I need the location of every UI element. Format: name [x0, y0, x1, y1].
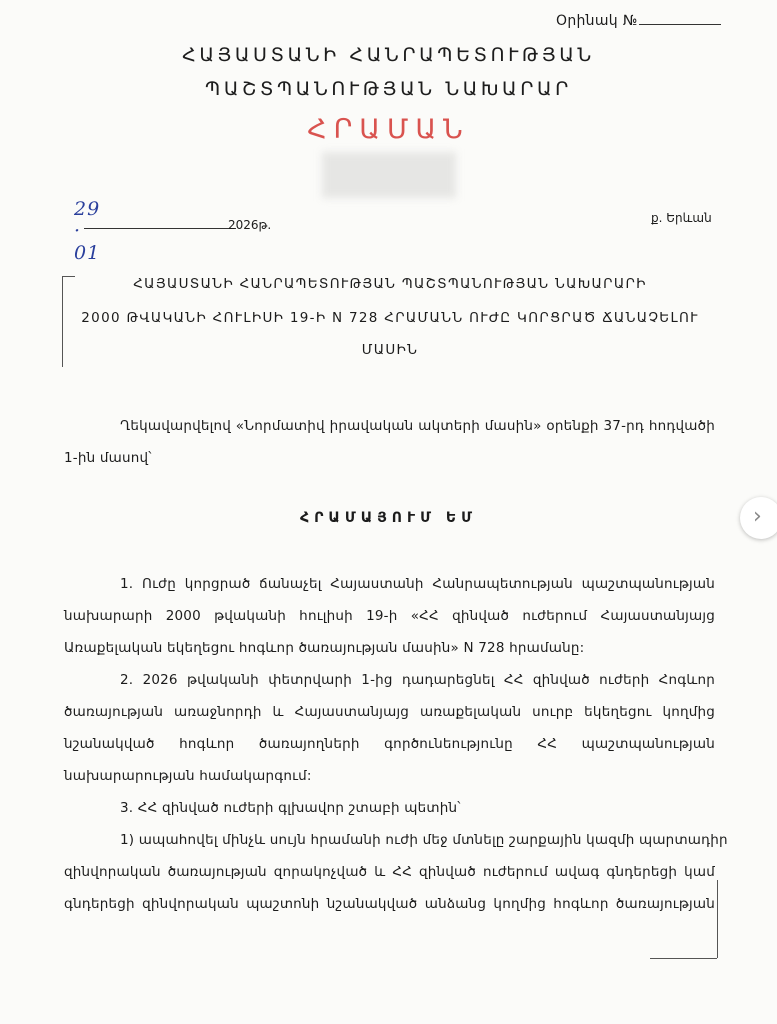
header-country: ՀԱՅԱՍՏԱՆԻ ՀԱՆՐԱՊԵՏՈՒԹՅԱՆ [182, 44, 595, 66]
closing-bracket-base [650, 958, 717, 959]
item-2-line: նախարարության համակարգում: [64, 768, 312, 784]
subject-line: ՄԱՍԻՆ [361, 342, 419, 358]
copy-number-blank [639, 10, 721, 25]
item-2-line: 2. 2026 թվականի փետրվարի 1-ից դադարեցնել ՀՀ զինված ուժերի Հոգևոր [120, 672, 715, 688]
order-items [64, 568, 728, 920]
order-title: ՀՐԱՄԱՆ [307, 114, 470, 145]
item-2-line: ծառայության առաջնորդի և Հայաստանյայց առաքելական սուրբ եկեղեցու կողմից [64, 704, 715, 720]
header-ministry: ՊԱՇՏՊԱՆՈՒԹՅԱՆ ՆԱԽԱՐԱՐ [205, 78, 572, 100]
date-underline [84, 228, 236, 229]
legal-basis [64, 410, 715, 474]
city: ք. Երևան [651, 211, 712, 225]
chevron-right-icon: › [753, 504, 762, 529]
item-1-line: նախարարի 2000 թվականի հուլիսի 19-ի «ՀՀ զինված ուժերում Հայաստանյայց [64, 608, 715, 624]
subject-line: 2000 ԹՎԱԿԱՆԻ ՀՈՒԼԻՍԻ 19-Ի N 728 ՀՐԱՄԱՆՆ ՈՒԺԸ ԿՈՐՑՐԱԾ ՃԱՆԱՉԵԼՈՒ [81, 310, 699, 326]
subject-line: ՀԱՅԱՍՏԱՆԻ ՀԱՆՐԱՊԵՏՈՒԹՅԱՆ ՊԱՇՏՊԱՆՈՒԹՅԱՆ ՆԱԽԱՐԱՐԻ [133, 276, 647, 292]
redacted-number [322, 152, 456, 198]
handwritten-date: 29 · 01 [74, 198, 101, 264]
item-3-1-line: գնդերեցի զինվորական պաշտոնի նշանակված անձանց կողմից հոգևոր ծառայության [64, 896, 715, 912]
date-year: 2026թ. [228, 218, 272, 232]
item-3-line: 3. ՀՀ զինված ուժերի գլխավոր շտաբի պետին՝ [120, 800, 461, 816]
copy-number [556, 10, 721, 29]
subject-bracket [62, 276, 75, 367]
paragraph-line: Ղեկավարվելով «Նորմատիվ իրավական ակտերի մասին» օրենքի 37-րդ հոդվածի [120, 418, 715, 434]
next-page-button[interactable] [740, 497, 777, 539]
item-1-line: Առաքելական եկեղեցու հոգևոր ծառայության մասին» N 728 հրամանը: [64, 640, 585, 656]
item-3-1-line: զինվորական ծառայության զորակոչված և ՀՀ զինված ուժերում ավագ գնդերեցի կամ [64, 864, 715, 880]
closing-bracket [716, 880, 718, 958]
order-heading: ՀՐԱՄԱՅՈՒՄ ԵՄ [300, 510, 477, 526]
item-3-1-line: 1) ապահովել մինչև սույն հրամանի ուժի մեջ մտնելը շարքային կազմի պարտադիր [120, 832, 728, 848]
item-2-line: նշանակված հոգևոր ծառայողների գործունեությունը ՀՀ պաշտպանության [64, 736, 715, 752]
paragraph-line: 1-ին մասով՝ [64, 450, 152, 466]
copy-number-label: Օրինակ № [556, 13, 638, 29]
item-1-line: 1. Ուժը կորցրած ճանաչել Հայաստանի Հանրապետության պաշտպանության [120, 576, 715, 592]
